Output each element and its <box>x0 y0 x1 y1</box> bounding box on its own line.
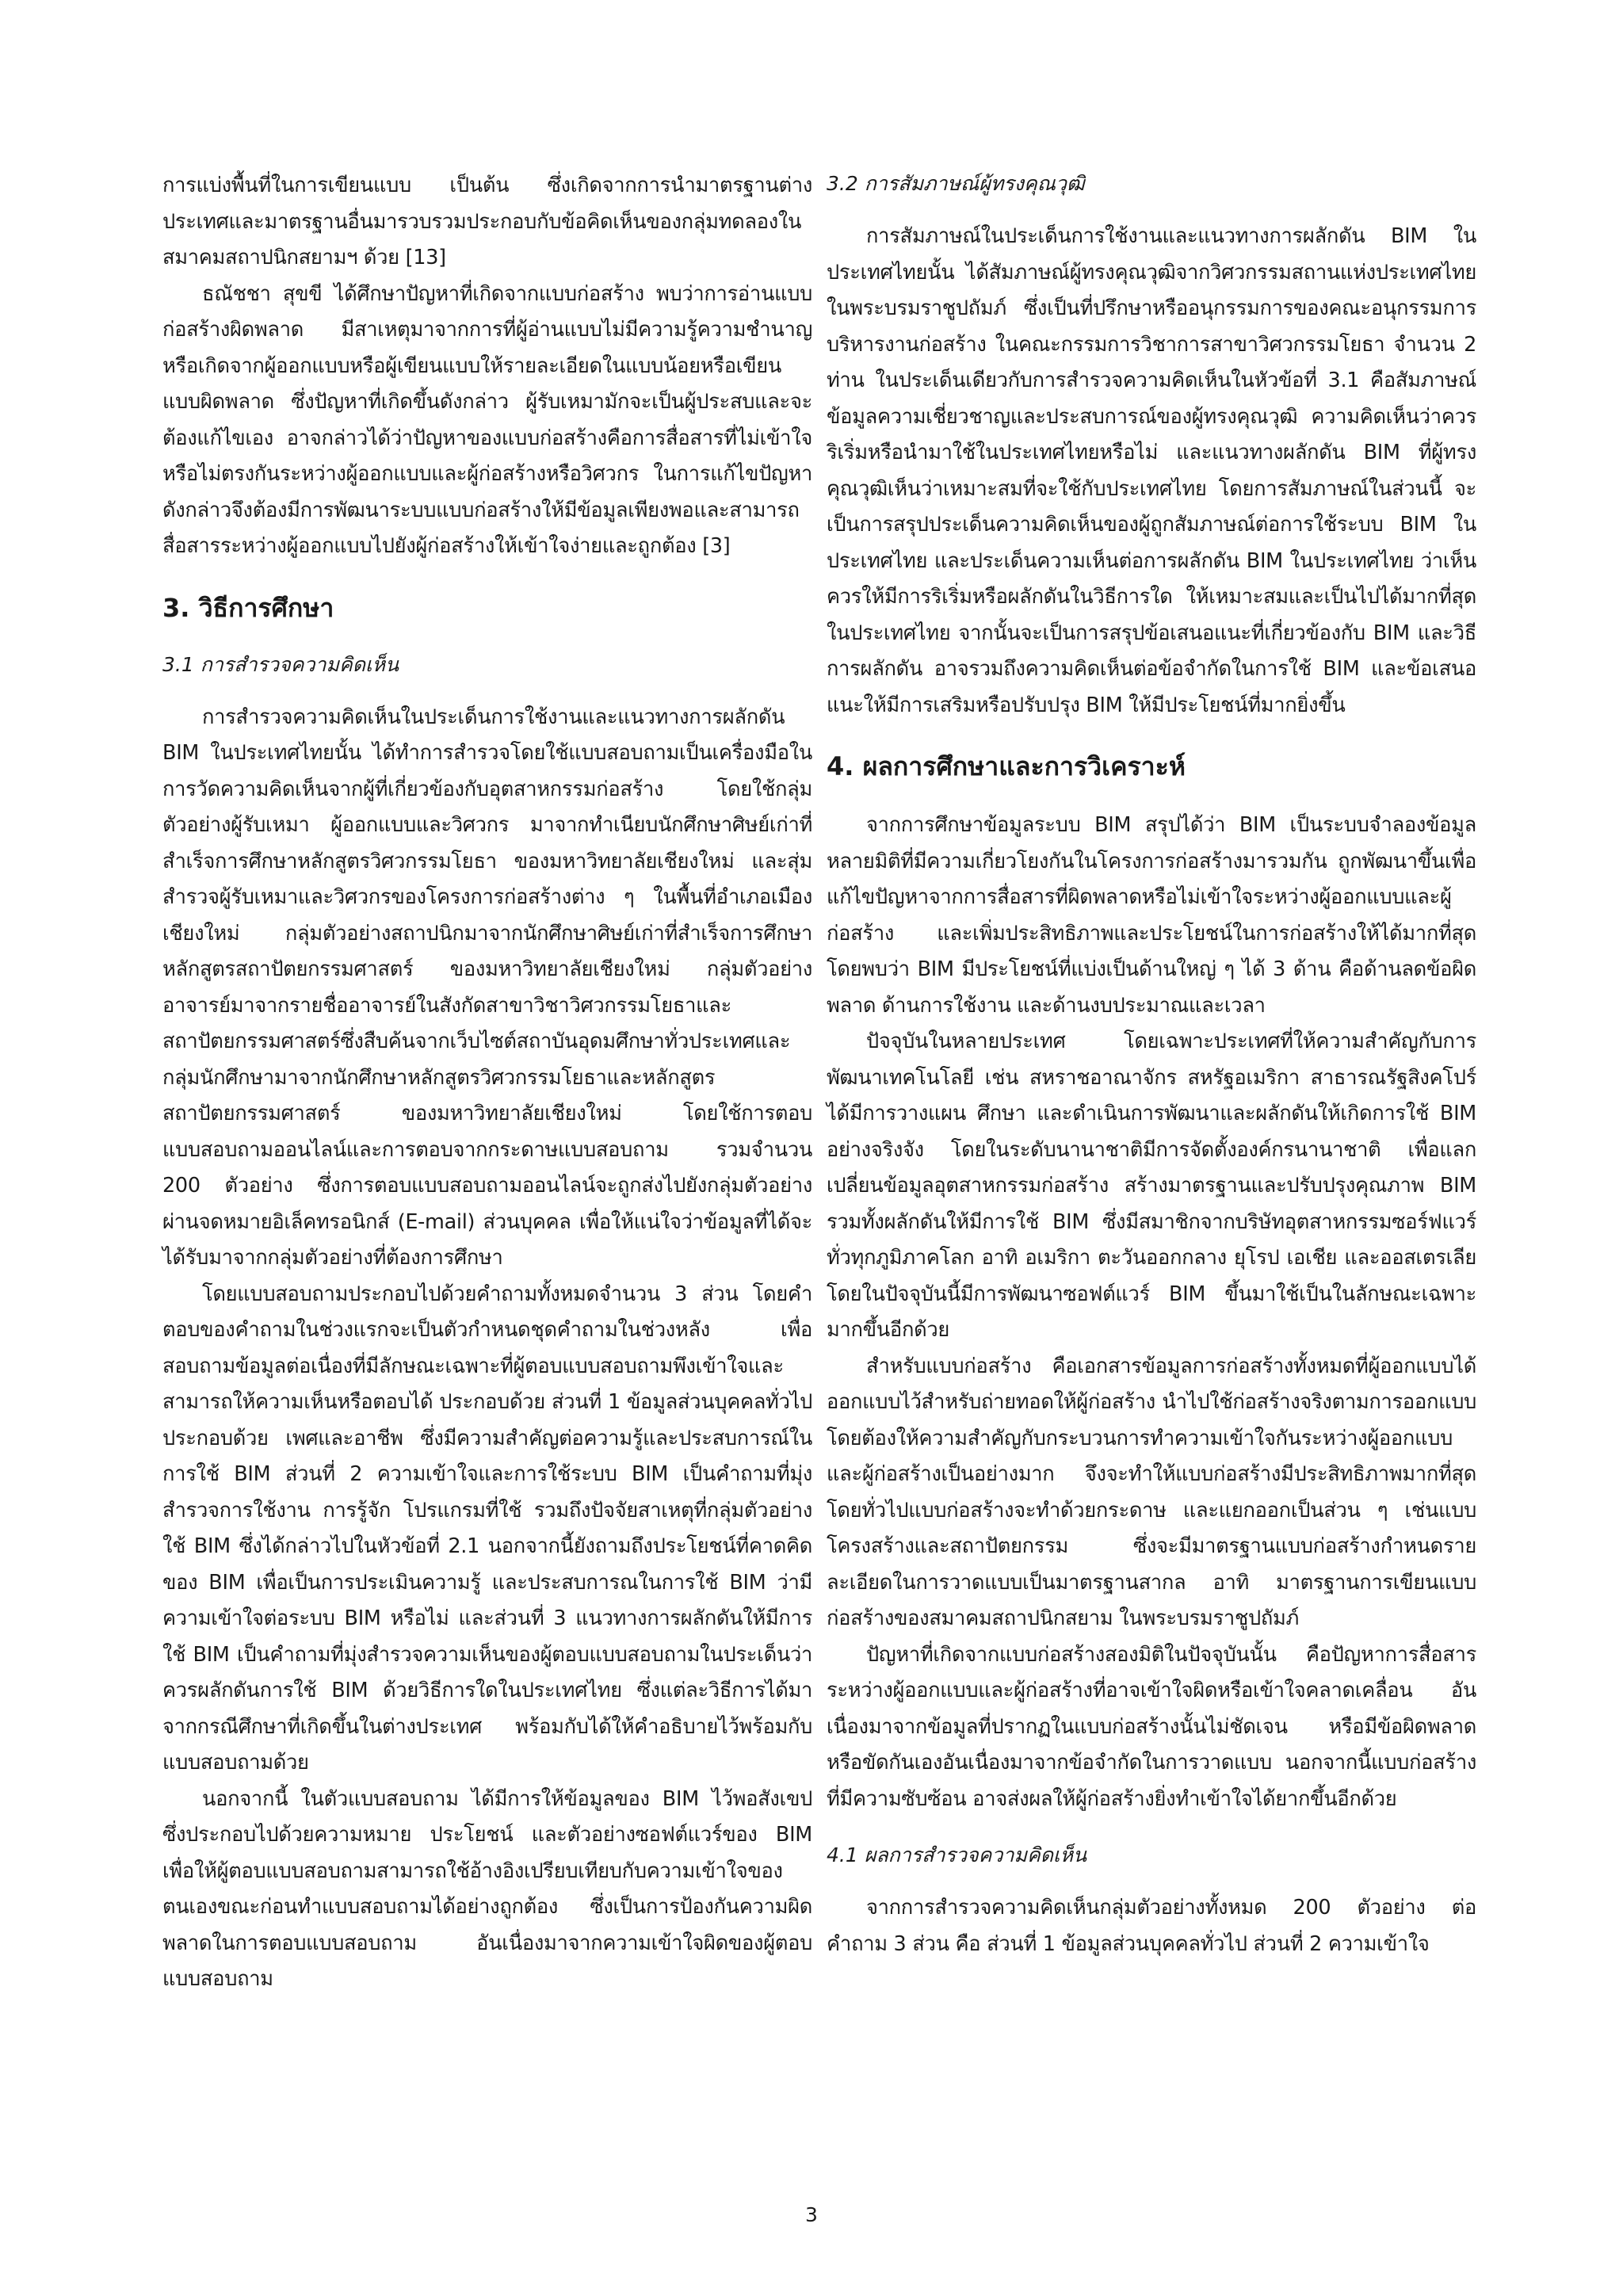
subsection-heading-3-1: 3.1 การสำรวจความคิดเห็น <box>162 652 399 676</box>
right-column <box>827 168 1476 1962</box>
page-number: 3 <box>805 2203 818 2226</box>
subsection-heading-4-1: 4.1 ผลการสำรวจความคิดเห็น <box>827 1843 1087 1866</box>
paragraph-additional-info: นอกจากนี้ ในตัวแบบสอบถาม ได้มีการให้ข้อมูลของ BIM ไว้พอสังเขป ซึ่งประกอบไปด้วยความหมาย ประโยชน์ และตัวอย่างซอฟต์แวร์ของ BIM เพื่อให้ผู้ตอบแบบสอบถามสามารถใช้อ้างอิงเปรียบเทียบกับความเข้าใจของตนเองขณะก่อนทำแบบสอบถามได้อย่างถูกต้อง ซึ่งเป็นการป้องกันความผิดพลาดในการตอบแบบสอบถาม อันเนื่องมาจากความเข้าใจผิดของผู้ตอบแบบสอบถาม <box>162 1786 812 1991</box>
left-column <box>162 168 812 1998</box>
paragraph-survey-results: จากการสำรวจความคิดเห็นกลุ่มตัวอย่างทั้งหมด 200 ตัวอย่าง ต่อคำถาม 3 ส่วน คือ ส่วนที่ 1 ข้อมูลส่วนบุคคลทั่วไป ส่วนที่ 2 ความเข้าใจ <box>827 1896 1476 1956</box>
paragraph-survey-method: การสำรวจความคิดเห็นในประเด็นการใช้งานและแนวทางการผลักดัน BIM ในประเทศไทยนั้น ได้ทำการสำรวจโดยใช้แบบสอบถามเป็นเครื่องมือในการวัดความคิดเห็นจากผู้ที่เกี่ยวข้องกับอุตสาหกรรมก่อสร้าง โดยใช้กลุ่มตัวอย่างผู้รับเหมา ผู้ออกแบบและวิศวกร มาจากทำเนียบนักศึกษาศิษย์เก่าที่สำเร็จการศึกษาหลักสูตรวิศวกรรมโยธา ของมหาวิทยาลัยเชียงใหม่ และสุ่มสำรวจผู้รับเหมาและวิศวกรของโครงการก่อสร้างต่าง ๆ ในพื้นที่อำเภอเมืองเชียงใหม่ กลุ่มตัวอย่างสถาปนิกมาจากนักศึกษาศิษย์เก่าที่สำเร็จการศึกษาหลักสูตรสถาปัตยกรรมศาสตร์ ของมหาวิทยาลัยเชียงใหม่ กลุ่มตัวอย่างอาจารย์มาจากรายชื่ออาจารย์ในสังกัดสาขาวิชาวิศวกรรมโยธาและสถาปัตยกรรมศาสตร์ซึ่งสืบค้นจากเว็บไซต์สถาบันอุดมศึกษาทั่วประเทศและกลุ่มนักศึกษามาจากนักศึกษาหลักสูตรวิศวกรรมโยธาและหลักสูตรสถาปัตยกรรมศาสตร์ ของมหาวิทยาลัยเชียงใหม่ โดยใช้การตอบแบบสอบถามออนไลน์และการตอบจากกระดาษแบบสอบถาม รวมจำนวน 200 ตัวอย่าง ซึ่งการตอบแบบสอบถามออนไลน์จะถูกส่งไปยังกลุ่มตัวอย่างผ่านจดหมายอิเล็คทรอนิกส์ (E-mail) ส่วนบุคคล เพื่อให้แน่ใจว่าข้อมูลที่ได้จะได้รับมาจากกลุ่มตัวอย่างที่ต้องการศึกษา <box>162 705 812 1270</box>
paragraph-problems: ปัญหาที่เกิดจากแบบก่อสร้างสองมิติในปัจจุบันนั้น คือปัญหาการสื่อสารระหว่างผู้ออกแบบและผู้ก่อสร้างที่อาจเข้าใจผิดหรือเข้าใจคลาดเคลื่อน อันเนื่องมาจากข้อมูลที่ปรากฏในแบบก่อสร้างนั้นไม่ชัดเจน หรือมีข้อผิดพลาด หรือขัดกันเองอันเนื่องมาจากข้อจำกัดในการวาดแบบ นอกจากนี้แบบก่อสร้างที่มีความซับซ้อน อาจส่งผลให้ผู้ก่อสร้างยิ่งทำเข้าใจได้ยากขึ้นอีกด้วย <box>827 1642 1476 1811</box>
paragraph-countries: ปัจจุบันในหลายประเทศ โดยเฉพาะประเทศที่ให้ความสำคัญกับการพัฒนาเทคโนโลยี เช่น สหราชอาณาจักร สหรัฐอเมริกา สาธารณรัฐสิงคโปร์ ได้มีการวางแผน ศึกษา และดำเนินการพัฒนาและผลักดันให้เกิดการใช้ BIM อย่างจริงจัง โดยในระดับนานาชาติมีการจัดตั้งองค์กรนานาชาติ เพื่อแลกเปลี่ยนข้อมูลอุตสาหกรรมก่อสร้าง สร้างมาตรฐานและปรับปรุงคุณภาพ BIM รวมทั้งผลักดันให้มีการใช้ BIM ซึ่งมีสมาชิกจากบริษัทอุตสาหกรรมซอร์ฟแวร์ทั่วทุกภูมิภาคโลก อาทิ อเมริกา ตะวันออกกลาง ยุโรป เอเชีย และออสเตรเลีย โดยในปัจจุบันนี้มีการพัฒนาซอฟต์แวร์ BIM ขึ้นมาใช้เป็นในลักษณะเฉพาะมากขึ้นอีกด้วย <box>827 1030 1476 1342</box>
section-heading-4: 4. ผลการศึกษาและการวิเคราะห์ <box>827 751 1186 781</box>
subsection-heading-3-2: 3.2 การสัมภาษณ์ผู้ทรงคุณวุฒิ <box>827 172 1085 195</box>
paragraph-results: จากการศึกษาข้อมูลระบบ BIM สรุปได้ว่า BIM เป็นระบบจำลองข้อมูลหลายมิติที่มีความเกี่ยวโยงกันในโครงการก่อสร้างมารวมกัน ถูกพัฒนาขึ้นเพื่อแก้ไขปัญหาจากการสื่อสารที่ผิดพลาดหรือไม่เข้าใจระหว่างผู้ออกแบบและผู้ก่อสร้าง และเพิ่มประสิทธิภาพและประโยชน์ในการก่อสร้างให้ได้มากที่สุด โดยพบว่า BIM มีประโยชน์ที่แบ่งเป็นด้านใหญ่ ๆ ได้ 3 ด้าน คือด้านลดข้อผิดพลาด ด้านการใช้งาน และด้านงบประมาณและเวลา <box>827 813 1476 1018</box>
paragraph-drawings: สำหรับแบบก่อสร้าง คือเอกสารข้อมูลการก่อสร้างทั้งหมดที่ผู้ออกแบบได้ออกแบบไว้สำหรับถ่ายทอดให้ผู้ก่อสร้าง นำไปใช้ก่อสร้างจริงตามการออกแบบ โดยต้องให้ความสำคัญกับกระบวนการทำความเข้าใจกันระหว่างผู้ออกแบบและผู้ก่อสร้างเป็นอย่างมาก จึงจะทำให้แบบก่อสร้างมีประสิทธิภาพมากที่สุด โดยทั่วไปแบบก่อสร้างจะทำด้วยกระดาษ และแยกออกเป็นส่วน ๆ เช่นแบบโครงสร้างและสถาปัตยกรรม ซึ่งจะมีมาตรฐานแบบก่อสร้างกำหนดรายละเอียดในการวาดแบบเป็นมาตรฐานสากล อาทิ มาตรฐานการเขียนแบบก่อสร้างของสมาคมสถาปนิกสยาม ในพระบรมราชูปถัมภ์ <box>827 1354 1476 1630</box>
paragraph-questionnaire: โดยแบบสอบถามประกอบไปด้วยคำถามทั้งหมดจำนวน 3 ส่วน โดยคำตอบของคำถามในช่วงแรกจะเป็นตัวกำหนดชุดคำถามในช่วงหลัง เพื่อสอบถามข้อมูลต่อเนื่องที่มีลักษณะเฉพาะที่ผู้ตอบแบบสอบถามพึงเข้าใจและสามารถให้ความเห็นหรือตอบได้ ประกอบด้วย ส่วนที่ 1 ข้อมูลส่วนบุคคลทั่วไป ประกอบด้วย เพศและอาชีพ ซึ่งมีความสำคัญต่อความรู้และประสบการณ์ในการใช้ BIM ส่วนที่ 2 ความเข้าใจและการใช้ระบบ BIM เป็นคำถามที่มุ่งสำรวจการใช้งาน การรู้จัก โปรแกรมที่ใช้ รวมถึงปัจจัยสาเหตุที่กลุ่มตัวอย่างใช้ BIM ซึ่งได้กล่าวไปในหัวข้อที่ 2.1 นอกจากนี้ยังถามถึงประโยชน์ที่คาดคิดของ BIM เพื่อเป็นการประเมินความรู้ และประสบการณในการใช้ BIM ว่ามีความเข้าใจต่อระบบ BIM หรือไม่ และส่วนที่ 3 แนวทางการผลักดันให้มีการใช้ BIM เป็นคำถามที่มุ่งสำรวจความเห็นของผู้ตอบแบบสอบถามในประเด็นว่าควรผลักดันการใช้ BIM ด้วยวิธีการใดในประเทศไทย ซึ่งแต่ละวิธีการได้มาจากกรณีศึกษาที่เกิดขึ้นในต่างประเทศ พร้อมกับได้ให้คำอธิบายไว้พร้อมกับแบบสอบถามด้วย <box>162 1282 812 1775</box>
paragraph-continuation: การแบ่งพื้นที่ในการเขียนแบบ เป็นต้น ซึ่งเกิดจากการนำมาตรฐานต่างประเทศและมาตรฐานอื่นมารวบรวมประกอบกับข้อคิดเห็นของกลุ่มทดลองในสมาคมสถาปนิกสยามฯ ด้วย [13] <box>162 174 812 269</box>
paragraph-thanatcha: ธณัชชา สุขขี ได้ศึกษาปัญหาที่เกิดจากแบบก่อสร้าง พบว่าการอ่านแบบก่อสร้างผิดพลาด มีสาเหตุมาจากการที่ผู้อ่านแบบไม่มีความรู้ความชำนาญ หรือเกิดจากผู้ออกแบบหรือผู้เขียนแบบให้รายละเอียดในแบบน้อยหรือเขียนแบบผิดพลาด ซึ่งปัญหาที่เกิดขึ้นดังกล่าว ผู้รับเหมามักจะเป็นผู้ประสบและจะต้องแก้ไขเอง อาจกล่าวได้ว่าปัญหาของแบบก่อสร้างคือการสื่อสารที่ไม่เข้าใจหรือไม่ตรงกันระหว่างผู้ออกแบบและผู้ก่อสร้างหรือวิศวกร ในการแก้ไขปัญหาดังกล่าวจึงต้องมีการพัฒนาระบบแบบก่อสร้างให้มีข้อมูลเพียงพอและสามารถสื่อสารระหว่างผู้ออกแบบไปยังผู้ก่อสร้างให้เข้าใจง่ายและถูกต้อง [3] <box>162 281 812 558</box>
section-heading-3: 3. วิธีการศึกษา <box>162 592 334 623</box>
paragraph-interview: การสัมภาษณ์ในประเด็นการใช้งานและแนวทางการผลักดัน BIM ในประเทศไทยนั้น ได้สัมภาษณ์ผู้ทรงคุณวุฒิจากวิศวกรรมสถานแห่งประเทศไทย ในพระบรมราชูปถัมภ์ ซึ่งเป็นที่ปรึกษาหรืออนุกรรมการของคณะอนุกรรมการบริหารงานก่อสร้าง ในคณะกรรมการวิชาการสาขาวิศวกรรมโยธา จำนวน 2 ท่าน ในประเด็นเดียวกับการสำรวจความคิดเห็นในหัวข้อที่ 3.1 คือสัมภาษณ์ข้อมูลความเชี่ยวชาญและประสบการณ์ของผู้ทรงคุณวุฒิ ความคิดเห็นว่าควรริเริ่มหรือนำมาใช้ในประเทศไทยหรือไม่ และแนวทางผลักดัน BIM ที่ผู้ทรงคุณวุฒิเห็นว่าเหมาะสมที่จะใช้กับประเทศไทย โดยการสัมภาษณ์ในส่วนนี้ จะเป็นการสรุปประเด็นความคิดเห็นของผู้ถูกสัมภาษณ์ต่อการใช้ระบบ BIM ในประเทศไทย และประเด็นความเห็นต่อการผลักดัน BIM ในประเทศไทย ว่าเห็นควรให้มีการริเริ่มหรือผลักดันในวิธีการใด ให้เหมาะสมและเป็นไปได้มากที่สุดในประเทศไทย จากนั้นจะเป็นการสรุปข้อเสนอแนะที่เกี่ยวข้องกับ BIM และวิธีการผลักดัน อาจรวมถึงความคิดเห็นต่อข้อจำกัดในการใช้ BIM และข้อเสนอแนะให้มีการเสริมหรือปรับปรุง BIM ให้มีประโยชน์ที่มากยิ่งขึ้น <box>827 224 1476 717</box>
